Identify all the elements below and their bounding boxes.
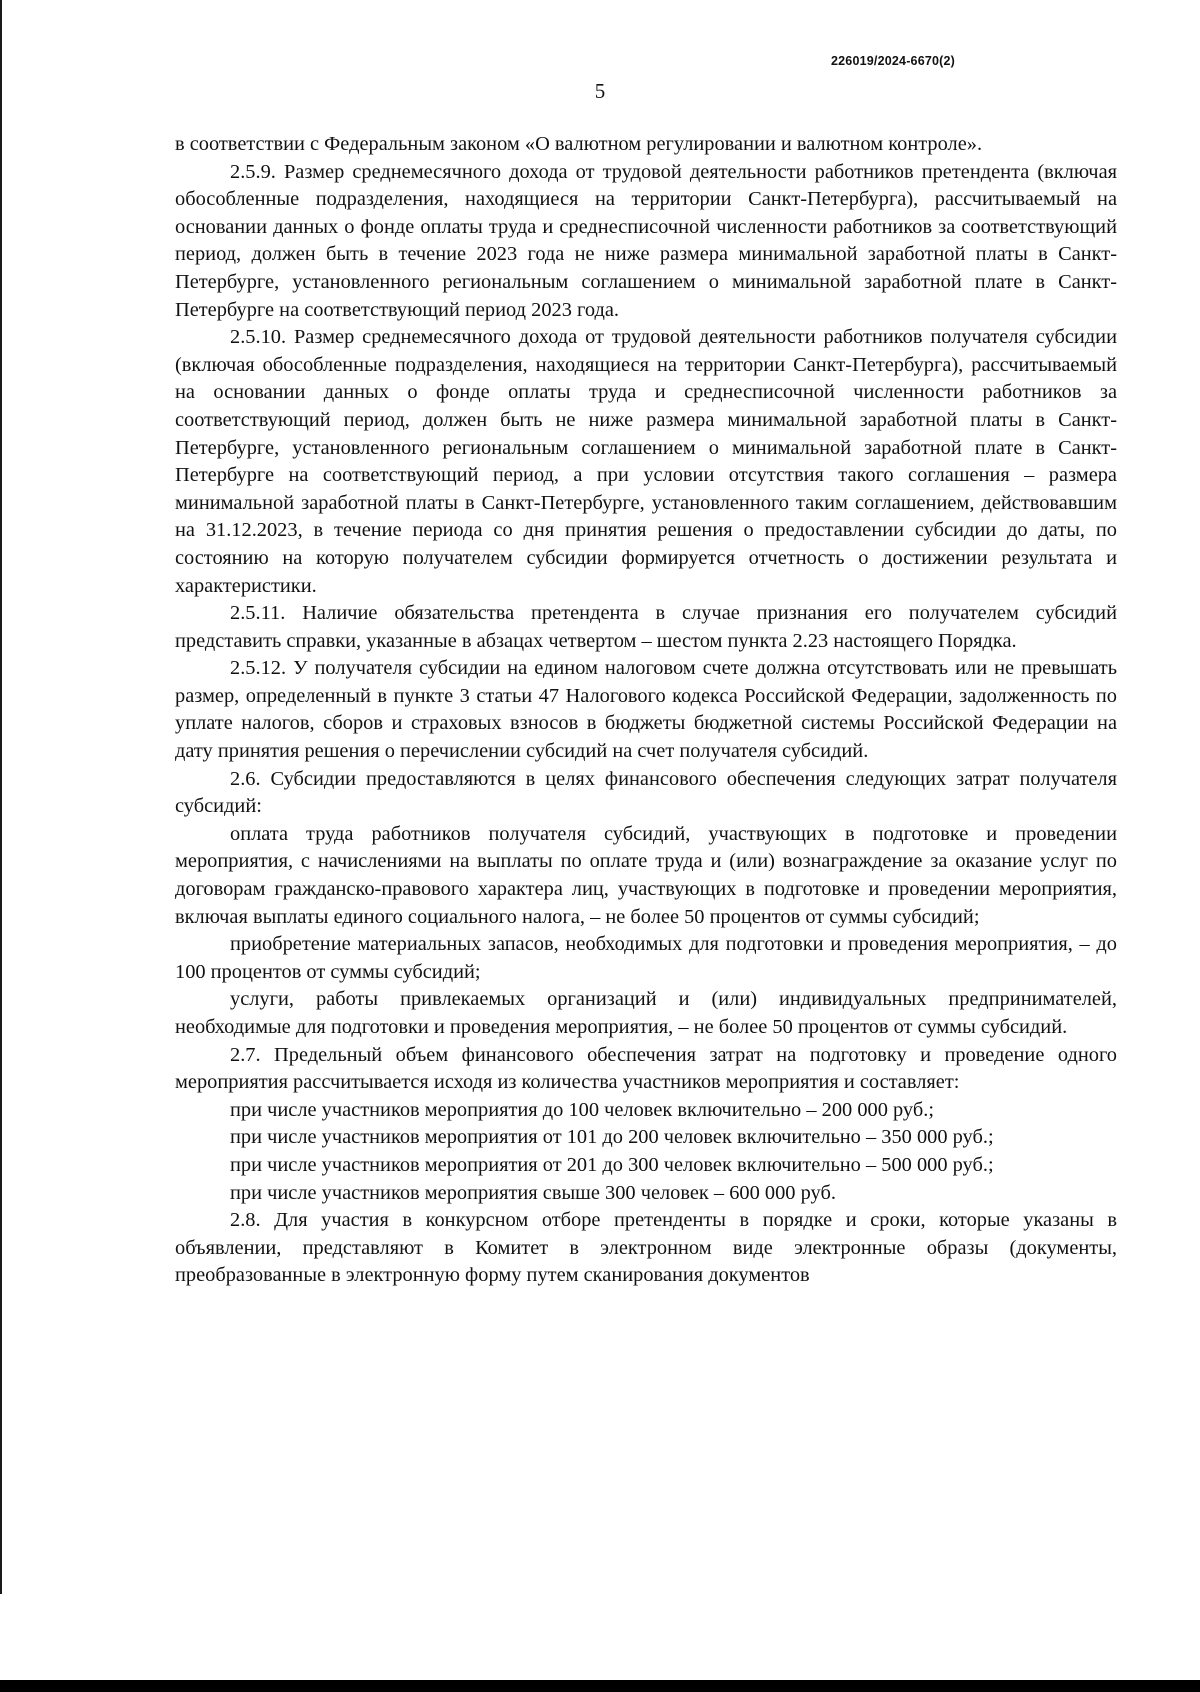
paragraph-labor-costs: оплата труда работников получателя субсидий, участвующих в подготовке и проведении мероприятия, с начислениями на выплаты по оплате труда и (или) вознаграждение за оказание услуг по договорам гражданско-правового характера лиц, участвующих в подготовке и проведении мероприятия, включая выплаты единого социального налога, – не более 50 процентов от суммы субсидий;	[175, 822, 1117, 928]
paragraph-materials: приобретение материальных запасов, необходимых для подготовки и проведения мероприятия, – до 100 процентов от суммы субсидий;	[175, 933, 1117, 983]
paragraph-services: услуги, работы привлекаемых организаций и (или) индивидуальных предпринимателей, необходимые для подготовки и проведения мероприятия, – не более 50 процентов от суммы субсидий.	[175, 988, 1117, 1038]
paragraph-continuation: в соответствии с Федеральным законом «О валютном регулировании и валютном контроле».	[175, 133, 983, 155]
paragraph-2-8: 2.8. Для участия в конкурсном отборе претенденты в порядке и сроки, которые указаны в объявлении, представляют в Комитет в электронном виде электронные образы (документы, преобразованные в электронную форму путем сканирования документов	[175, 1209, 1117, 1287]
paragraph-2-6: 2.6. Субсидии предоставляются в целях финансового обеспечения следующих затрат получателя субсидий:	[175, 767, 1117, 818]
paragraph-2-5-10: 2.5.10. Размер среднемесячного дохода от трудовой деятельности работников получателя субсидии (включая обособленные подразделения, находящиеся на территории Санкт-Петербурга), рассчитываемый на основании данных о фонде оплаты труда и среднесписочной численности работников за соответствующий период, должен быть не ниже размера минимальной заработной платы в Санкт-Петербурге, установленного региональным соглашением о минимальной заработной плате в Санкт-Петербурге на соответствующий период, а при условии отсутствия такого соглашения – размера минимальной заработной платы в Санкт-Петербурге, установленного таким соглашением, действовавшим на 31.12.2023, в течение периода со дня принятия решения о предоставлении субсидии до даты, по состоянию на которую получателем субсидии формируется отчетность о достижении результата и характеристики.	[175, 326, 1117, 597]
paragraph-limit-300: при числе участников мероприятия от 201 до 300 человек включительно – 500 000 руб.;	[230, 1153, 994, 1176]
scan-bottom-edge	[0, 1680, 1200, 1692]
paragraph-limit-over-300: при числе участников мероприятия свыше 300 человек – 600 000 руб.	[230, 1181, 836, 1204]
paragraph-2-5-11: 2.5.11. Наличие обязательства претендента в случае признания его получателем субсидий представить справки, указанные в абзацах четвертом – шестом пункта 2.23 настоящего Порядка.	[175, 602, 1117, 652]
document-number: 226019/2024-6670(2)	[831, 54, 956, 68]
page-number: 5	[594, 79, 606, 103]
paragraph-2-5-12: 2.5.12. У получателя субсидии на едином налоговом счете должна отсутствовать или не превышать размер, определенный в пункте 3 статьи 47 Налогового кодекса Российской Федерации, задолженность по уплате налогов, сборов и страховых взносов в бюджеты бюджетной системы Российской Федерации на дату принятия решения о перечислении субсидий на счет получателя субсидий.	[175, 657, 1117, 763]
document-body	[175, 131, 1117, 1290]
paragraph-limit-200: при числе участников мероприятия от 101 до 200 человек включительно – 350 000 руб.;	[230, 1126, 994, 1149]
paragraph-limit-100: при числе участников мероприятия до 100 человек включительно – 200 000 руб.;	[230, 1098, 934, 1121]
paragraph-2-7: 2.7. Предельный объем финансового обеспечения затрат на подготовку и проведение одного мероприятия рассчитывается исходя из количества участников мероприятия и составляет:	[175, 1043, 1117, 1094]
paragraph-2-5-9: 2.5.9. Размер среднемесячного дохода от трудовой деятельности работников претендента (включая обособленные подразделения, находящиеся на территории Санкт-Петербурга), рассчитываемый на основании данных о фонде оплаты труда и среднесписочной численности работников за соответствующий период, должен быть в течение 2023 года не ниже размера минимальной заработной платы в Санкт-Петербурге, установленного региональным соглашением о минимальной заработной плате в Санкт-Петербурге на соответствующий период 2023 года.	[175, 160, 1117, 321]
scan-left-edge	[0, 0, 2, 1594]
